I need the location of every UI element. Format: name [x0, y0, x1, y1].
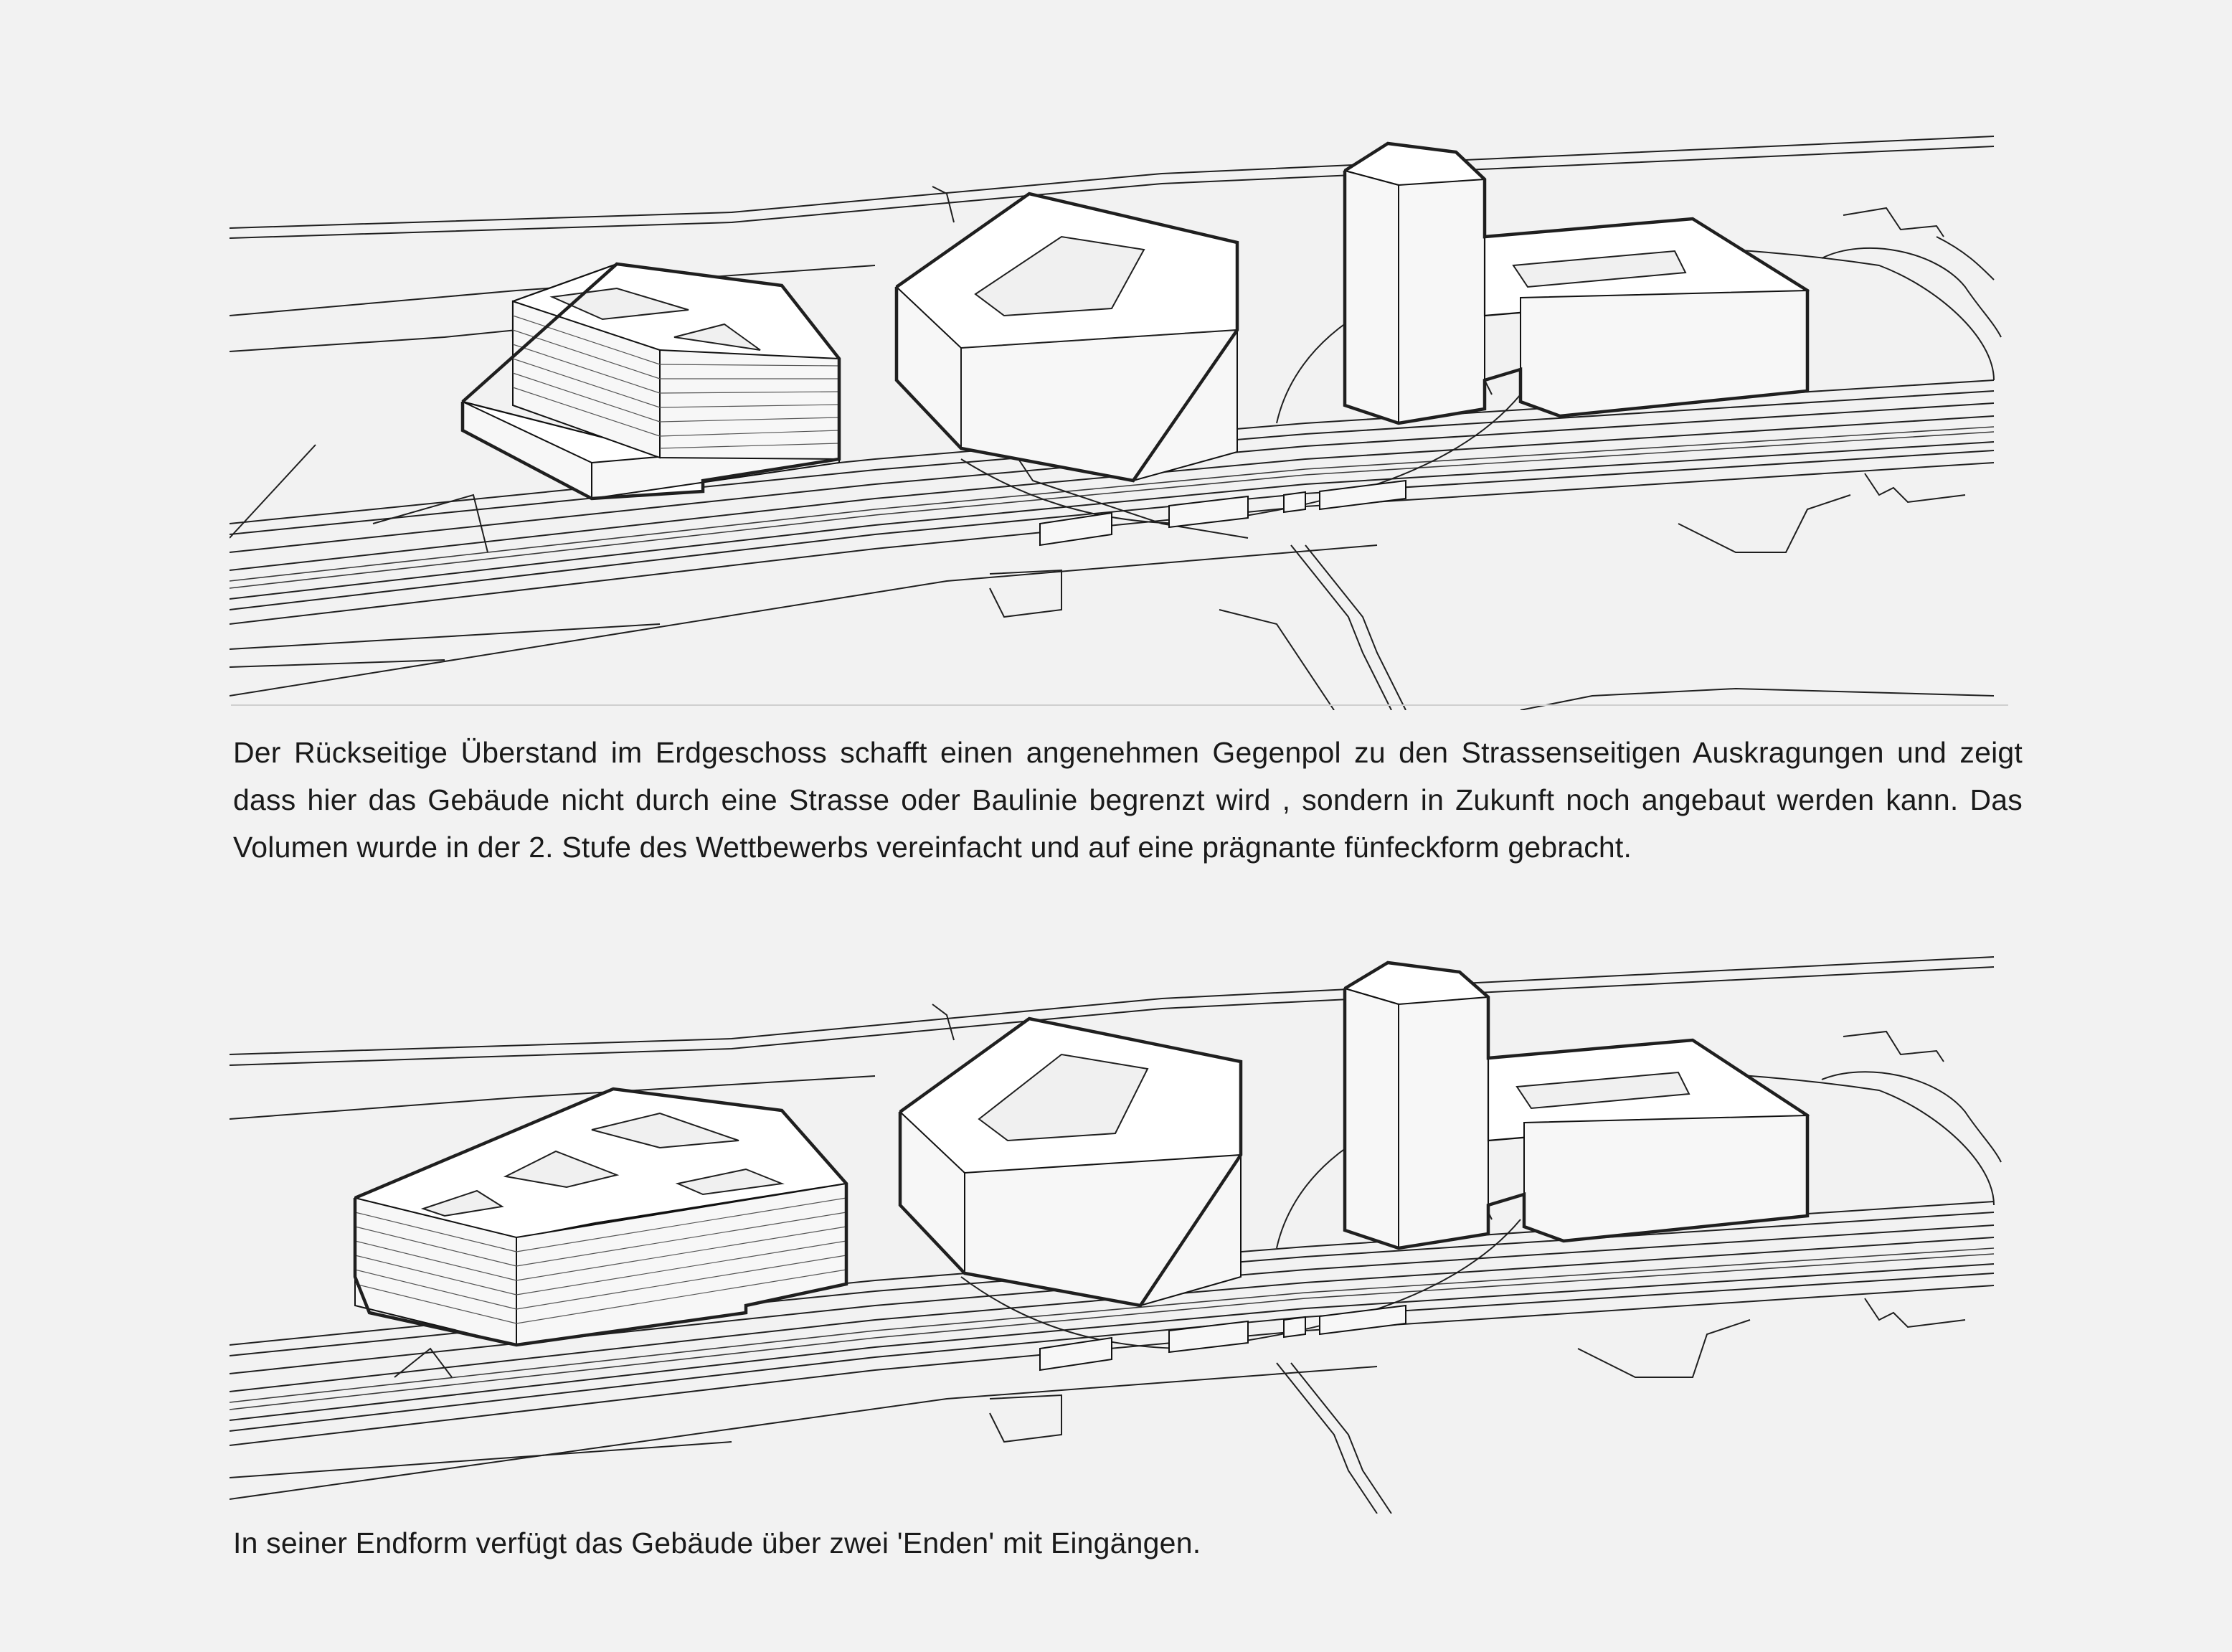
building-a-bottom [355, 1089, 846, 1345]
building-b-top [897, 194, 1237, 481]
caption-top: Der Rückseitige Überstand im Erdgeschoss schafft einen angenehmen Gegenpol zu den Strassenseitigen Auskragungen und zeigt dass hier das Gebäude nicht durch eine Strasse oder Baulinie begrenzt wird , sondern in Zukunft noch angebaut werden kann. Das Volumen wurde in der 2. Stufe des Wettbewerbs vereinfacht und auf eine prägnante fünfeckform gebracht. [233, 736, 2023, 864]
divider [231, 704, 2008, 706]
site-drawing-bottom [230, 947, 2008, 1514]
site-axonometric-top [230, 122, 2008, 710]
building-c-top [1345, 143, 1807, 423]
building-c-bottom [1345, 963, 1807, 1248]
site-drawing-top [230, 122, 2008, 710]
site-axonometric-bottom [230, 947, 2008, 1514]
building-b-bottom [900, 1019, 1241, 1306]
caption-bottom: In seiner Endform verfügt das Gebäude über zwei 'Enden' mit Eingängen. [233, 1526, 1201, 1559]
building-a-top [463, 264, 839, 499]
